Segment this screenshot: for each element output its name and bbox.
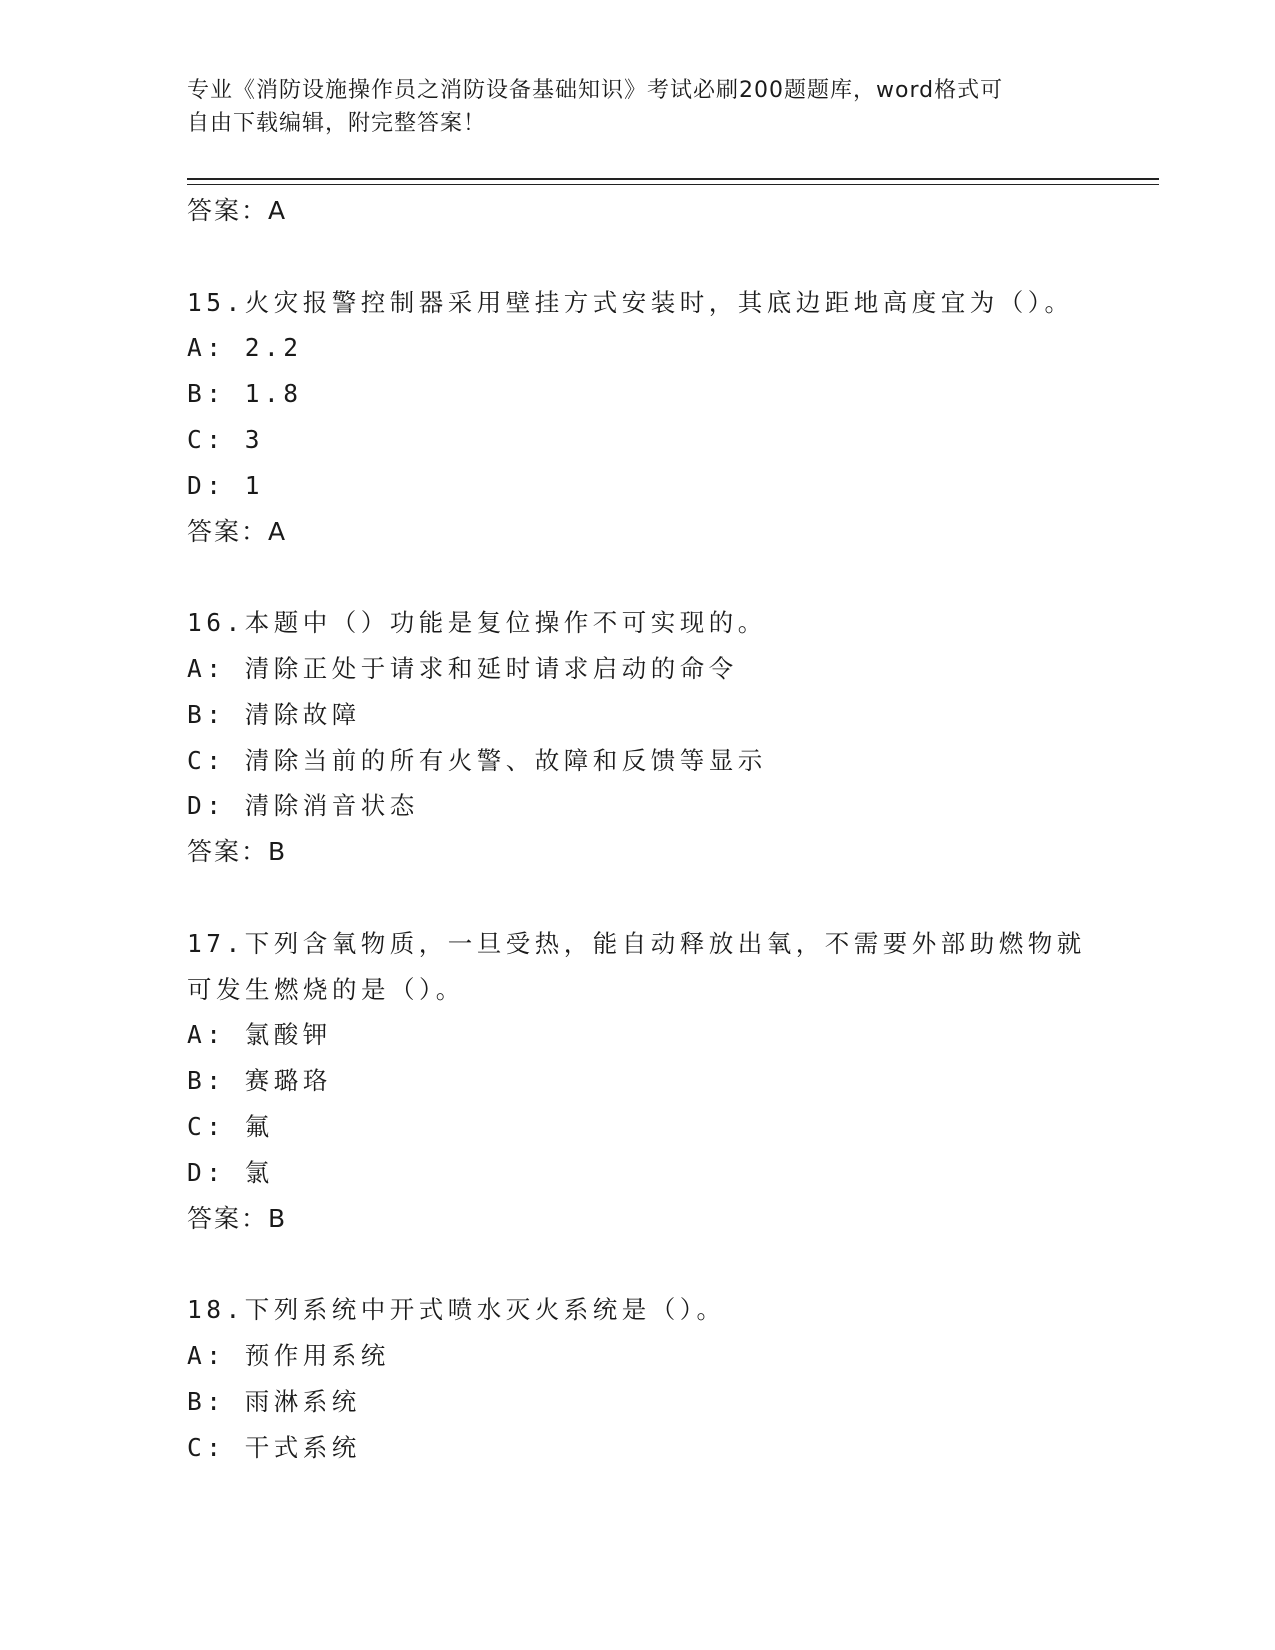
question-stem-line-1: 17.下列含氧物质，一旦受热，能自动释放出氧，不需要外部助燃物就 [187,928,1086,958]
question-15 [187,280,1087,555]
spacer [187,1241,1087,1287]
option-b: B: 雨淋系统 [187,1386,361,1416]
option-a: A: 清除正处于请求和延时请求启动的命令 [187,653,738,683]
question-18 [187,1287,1087,1470]
question-stem: 15.火灾报警控制器采用壁挂方式安装时，其底边距地高度宜为（）。 [187,287,1074,317]
spacer [187,234,1087,280]
previous-answer: 答案：A [187,196,288,225]
answer: 答案：B [187,1203,288,1233]
option-c: C: 氟 [187,1111,274,1141]
header-divider-thin [187,184,1159,185]
spacer [187,554,1087,600]
option-a: A: 氯酸钾 [187,1020,332,1050]
option-d: D: 氯 [187,1157,274,1187]
option-b: B: 清除故障 [187,699,361,729]
question-17 [187,921,1087,1242]
question-stem: 18.下列系统中开式喷水灭火系统是（）。 [187,1295,726,1325]
question-stem: 16.本题中（）功能是复位操作不可实现的。 [187,608,767,638]
option-c: C: 清除当前的所有火警、故障和反馈等显示 [187,745,767,775]
option-d: D: 1 [187,470,265,500]
question-stem-line-2: 可发生燃烧的是（）。 [187,974,465,1004]
option-d: D: 清除消音状态 [187,791,419,821]
option-c: C: 干式系统 [187,1432,361,1462]
question-16 [187,600,1087,875]
question-list [187,188,1087,1470]
option-c: C: 3 [187,424,265,454]
document-header [187,74,1067,140]
spacer [187,875,1087,921]
answer: 答案：B [187,837,288,867]
answer: 答案：A [187,516,288,546]
option-b: B: 1.8 [187,379,303,409]
option-b: B: 赛璐珞 [187,1066,332,1096]
header-line-2: 自由下载编辑，附完整答案！ [187,111,487,136]
header-divider-thick [187,178,1159,180]
option-a: A: 2.2 [187,333,303,363]
header-line-1: 专业《消防设施操作员之消防设备基础知识》考试必刷200题题库，word格式可 [187,78,1004,103]
option-a: A: 预作用系统 [187,1340,390,1370]
